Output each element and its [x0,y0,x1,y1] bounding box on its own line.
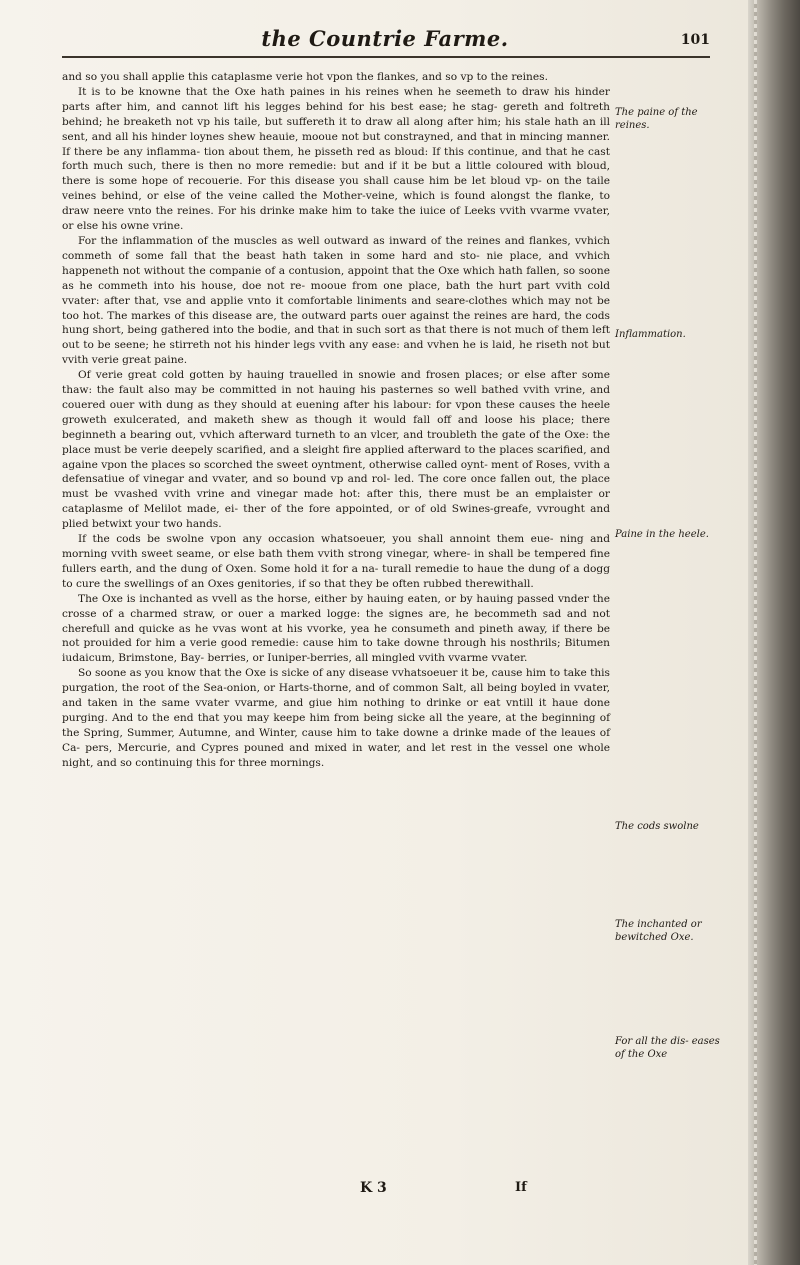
margin-note-cods: The cods swolne [615,821,699,832]
paragraph-3: For the inflammation of the muscles as well outward as inward of the reines and flankes, vvhich commeth of some fall that the beast hath taken in some hard and sto- nie place, and vvhich happeneth not without the companie of a contusion, appoint that the Oxe which hath fallen, so soone as he commeth into his house, doe not re- mooue from one place, bath the hurt part vvith cold vvater: after that, vse and applie vnto it comfortable liniments and seare-clothes which may not be too hot. The markes of this disease are, the outward parts ouer against the reines are hard, the cods hung short, being gathered into the bodie, and that in such sort as that there is not much of them left out to be seene; he stirreth not his hinder legs vvith any ease: and vvhen he is laid, he riseth not but vvith verie great paine. [62,234,610,367]
body-text [62,70,610,771]
paragraph-6: The Oxe is inchanted as vvell as the horse, either by hauing eaten, or by hauing passed vnder the crosse of a charmed straw, or ouer a marked logge: the signes are, he becommeth sad and not cherefull and quicke as he vvas wont at his vvorke, yea he consumeth and pineth away, if there be not prouided for him a verie good remedie: cause him to take downe through his nosthrils; Bitumen iudaicum, Brimstone, Bay- berries, or Iuniper-berries, all mingled vvith vvarme vvater. [62,592,610,665]
margin-note-heele: Paine in the heele. [615,529,709,540]
page-number: 101 [680,32,710,48]
paragraph-1: and so you shall applie this cataplasme verie hot vpon the flankes, and so vp to the reines. [62,71,548,83]
catchword: If [515,1180,527,1195]
header-rule [62,56,710,58]
paragraph-4: Of verie great cold gotten by hauing trauelled in snowie and frosen places; or else after some thaw: the fault also may be committed in not hauing his pasternes so well bathed vvith vrine, and couered ouer with dung as they should at euening after his labour: for vpon these causes the heele groweth exulcerated, and maketh shew as though it would fall off and loose his place; there beginneth a bearing out, vvhich afterward turneth to an vlcer, and troubleth the gate of the Oxe: the place must be verie deepely scarified, and a sleight fire applied afterward to the places scarified, and againe vpon the places so scorched the sweet oyntment, otherwise called oynt- ment of Roses, vvith a defensatiue of vinegar and vvater, and so bound vp and rol- led. The core once fallen out, the place must be vvashed vvith vrine and vinegar made hot: after this, there must be an emplaister or cataplasme of Melilot made, ei- ther of the fore appointed, or of old Swines-greafe, vvrought and plied betwixt your two hands. [62,369,610,531]
margin-note-all-diseases: For all the dis- eases of the Oxe [615,1036,720,1060]
running-head [60,26,710,56]
page-footer [0,1180,748,1200]
paragraph-2: It is to be knowne that the Oxe hath paines in his reines when he seemeth to draw his hinder parts after him, and cannot lift his legges behind for his best ease; he stag- gereth and foltreth behind; he breaketh not vp his taile, but suffereth it to draw all along after him; his stale hath an ill sent, and all his hinder loynes shew heauie, mooue not but constrayned, and that in mincing manner. If there be any inflamma- tion about them, he pisseth red as bloud: If this continue, and that he cast forth much such, there is then no more remedie: but and if it be but a little coloured with bloud, there is some hope of recouerie. For this disease you shall cause him be let bloud vp- on the taile veines behind, or else of the veine called the Mother-veine, which is found alongst the flanke, to draw neere vnto the reines. For his drinke make him to take the iuice of Leeks vvith vvarme vvater, or else his owne vrine. [62,85,610,233]
paragraph-7: So soone as you know that the Oxe is sicke of any disease vvhatsoeuer it be, cause him to take this purgation, the root of the Sea-onion, or Harts-thorne, and of common Salt, all being boyled in vvater, and taken in the same vvater vvarme, and giue him nothing to drinke or eat vntill it haue done purging. And to the end that you may keepe him from being sicke all the yeare, at the beginning of the Spring, Summer, Autumne, and Winter, cause him to take downe a drinke made of the leaues of Ca- pers, Mercurie, and Cypres pouned and mixed in water, and let rest in the vessel one whole night, and so continuing this for three mornings. [62,667,610,769]
margin-note-reines: The paine of the reines. [615,107,698,131]
book-binding-edge [748,0,800,1265]
running-title: the Countrie Farme. [261,26,509,51]
signature-mark: K 3 [360,1180,387,1196]
margin-note-inflammation: Inflammation. [615,329,686,340]
margin-note-inchanted: The inchanted or bewitched Oxe. [615,919,702,943]
paragraph-5: If the cods be swolne vpon any occasion whatsoeuer, you shall annoint them eue- ning and morning vvith sweet seame, or else bath them vvith strong vinegar, where- in shall be tempered fine fullers earth, and the dung of Oxen. Some hold it for a na- turall remedie to haue the dung of a dogg to cure the swellings of an Oxes genitories, if so that they be often rubbed therewithall. [62,533,610,590]
